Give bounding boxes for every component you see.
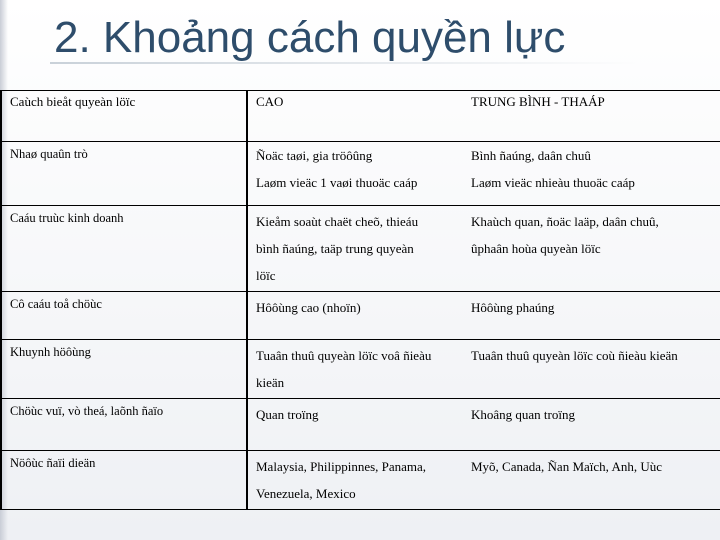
- table-row: [1, 451, 720, 510]
- row-low-cell: [463, 399, 720, 451]
- header-criterion: Caùch bieåt quyeàn löïc: [1, 91, 247, 142]
- table-header-row: [1, 91, 720, 142]
- cell-line: Hôôùng cao (nhoïn): [256, 300, 361, 315]
- cell-line: Laøm vieäc 1 vaøi thuoäc caáp: [256, 175, 418, 190]
- row-high-cell: [247, 292, 463, 340]
- cell-line: Laøm vieäc nhieàu thuoäc caáp: [471, 175, 635, 190]
- row-criterion: Khuynh höôùng: [1, 340, 247, 399]
- cell-line: Hôôùng phaúng: [471, 300, 555, 315]
- row-high-cell: [247, 399, 463, 451]
- cell-line: Malaysia, Philippinnes, Panama,: [256, 459, 427, 474]
- row-high-cell: [247, 451, 463, 510]
- row-low-cell: [463, 340, 720, 399]
- row-criterion: Chöùc vuï, vò theá, laõnh ñaïo: [1, 399, 247, 451]
- row-criterion: Nöôùc ñaïi dieän: [1, 451, 247, 510]
- row-criterion: Caáu truùc kinh doanh: [1, 206, 247, 292]
- table-row: [1, 399, 720, 451]
- cell-line: Tuaân thuû quyeàn löïc voâ ñieàu: [256, 348, 432, 363]
- cell-line: Khoâng quan troïng: [471, 407, 575, 422]
- cell-line: Bình ñaúng, daân chuû: [471, 148, 591, 163]
- row-high-cell: [247, 206, 463, 292]
- header-high: CAO: [247, 91, 463, 142]
- row-low-cell: [463, 206, 720, 292]
- cell-line: Venezuela, Mexico: [256, 486, 356, 501]
- row-low-cell: [463, 451, 720, 510]
- table-row: [1, 292, 720, 340]
- cell-line: Tuaân thuû quyeàn löïc coù ñieàu kieän: [471, 348, 678, 363]
- cell-line: Khaùch quan, ñoäc laäp, daân chuû,: [471, 214, 659, 229]
- title-underline-shade: [50, 62, 640, 64]
- row-criterion: Nhaø quaûn trò: [1, 142, 247, 206]
- cell-line: Quan troïng: [256, 407, 319, 422]
- cell-line: Kieåm soaùt chaët cheõ, thieáu: [256, 214, 419, 229]
- table-row: [1, 206, 720, 292]
- table-row: [1, 340, 720, 399]
- row-low-cell: [463, 142, 720, 206]
- cell-line: Myõ, Canada, Ñan Maïch, Anh, Uùc: [471, 459, 662, 474]
- row-low-cell: [463, 292, 720, 340]
- row-high-cell: [247, 340, 463, 399]
- power-distance-table: [0, 90, 720, 510]
- cell-line: ûphaân hoùa quyeàn löïc: [471, 241, 601, 256]
- header-medium-low: TRUNG BÌNH - THAÁP: [463, 91, 720, 142]
- row-criterion: Cô caáu toå chöùc: [1, 292, 247, 340]
- cell-line: kieän: [256, 375, 285, 390]
- cell-line: Ñoäc taøi, gia tröôûng: [256, 148, 373, 163]
- slide-title: 2. Khoảng cách quyền lực: [54, 13, 566, 62]
- cell-line: löïc: [256, 268, 276, 283]
- row-high-cell: [247, 142, 463, 206]
- cell-line: bình ñaúng, taäp trung quyeàn: [256, 241, 414, 256]
- table-row: [1, 142, 720, 206]
